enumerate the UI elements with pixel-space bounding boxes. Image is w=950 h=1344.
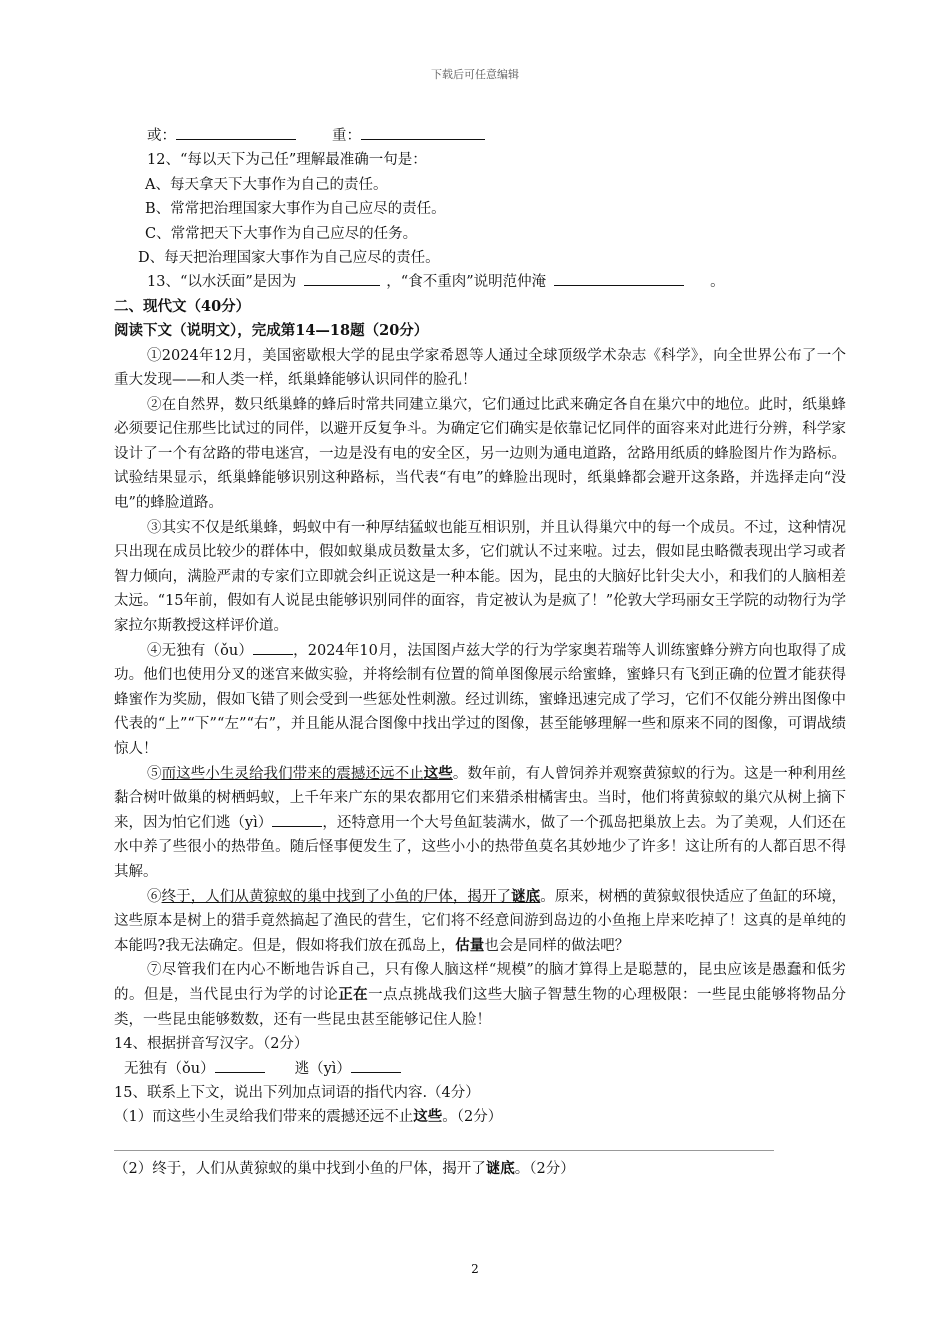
p6-dotted-word: 谜底 [511, 887, 541, 905]
p7-body-a: ⑦尽管我们在内心不断地告诉自己，只有像人脑这样“规模”的脑才算得上是聪慧的，昆虫应该是愚蠢和低劣的。但是，当代昆虫行为学的讨论 [114, 962, 846, 1003]
p6-number: ⑥ [147, 888, 162, 905]
q14-blank-1[interactable] [215, 1058, 265, 1073]
passage-paragraph-6 [114, 885, 846, 959]
p5-period: 。 [452, 765, 468, 782]
section-2-title: 二、现代文（40分） [114, 297, 251, 315]
q15-sub-2-points: 。（2分） [514, 1160, 575, 1177]
q15-sub-2-word: 谜底 [485, 1159, 515, 1177]
p5-blank[interactable] [272, 812, 322, 827]
passage-paragraph-3: ③其实不仅是纸巢蜂，蚂蚁中有一种厚结猛蚁也能互相识别，并且认得巢穴中的每一个成员。不过，这种情况只出现在成员比较少的群体中，假如蚁巢成员数量太多，它们就认不过来啦。过去，假如昆虫略微表现出学习或者智力倾向，满脸严肃的专家们立即就会纠正说这是一种本能。因为，昆虫的大脑好比针尖大小，和我们的人脑相差太远。“15年前，假如有人说昆虫能够识别同伴的面容，肯定被认为是疯了！”伦敦大学玛丽女王学院的动物行为学家拉尔斯教授这样评价道。 [114, 519, 846, 635]
passage-paragraph-7 [114, 958, 846, 1032]
passage-paragraph-5 [114, 762, 846, 885]
q11-label-1: 或： [147, 128, 176, 144]
page-number: 2 [471, 1262, 479, 1276]
q12-option-d: D、每天把治理国家大事作为自己应尽的责任。 [138, 249, 440, 266]
q11-blank-2[interactable] [361, 125, 485, 140]
p7-dotted-word: 正在 [338, 985, 369, 1003]
page-header: 下载后可任意编辑 [431, 68, 519, 81]
q11-label-2: 重： [332, 128, 361, 144]
p7-body-b: 一点点挑战我们这些大脑子智慧生物的心理极限：一些昆虫能够将物品分类，一些昆虫能够数数，还有一些昆虫甚至能够记住人脸！ [114, 986, 847, 1028]
p5-underlined-sentence: 而这些小生灵给我们带来的震撼还远不止 [161, 765, 424, 782]
p6-underlined-sentence: 终于，人们从黄猄蚁的巢中找到了小鱼的尸体，揭开了 [161, 888, 512, 905]
p6-dotted-word-2: 估量 [455, 936, 485, 954]
p5-body-a: 数年前，有人曾饲养并观察黄猄蚁的行为。这是一种利用丝黏合树叶做巢的树栖蚂蚁，上千年来广东的果农都用它们来猎杀柑橘害虫。当时，他们将黄猄蚁的巢穴从树上摘下来，因为怕它们逃（yì） [114, 765, 847, 831]
q15-sub-1-text: （1）而这些小生灵给我们带来的震撼还远不止 [114, 1109, 414, 1126]
q12-option-a: A、每天拿天下大事作为自己的责任。 [145, 176, 388, 193]
q11-blank-1[interactable] [176, 125, 296, 140]
q15-stem: 15、联系上下文，说出下列加点词语的指代内容.（4分） [114, 1084, 480, 1101]
p5-number: ⑤ [147, 765, 162, 782]
q15-sub-2-text: （2）终于，人们从黄猄蚁的巢中找到小鱼的尸体，揭开了 [114, 1160, 486, 1177]
q13-part-1: 13、“以水沃面”是因为 [147, 274, 297, 291]
q13-line [114, 270, 846, 294]
p4-body: ，2024年10月，法国图卢兹大学的行为学家奥若瑞等人训练蜜蜂分辨方向也取得了成功。他们也使用分叉的迷宫来做实验，并将绘制有位置的简单图像展示给蜜蜂，蜜蜂只有飞到正确的位置才能获得蜂蜜作为奖励，假如飞错了则会受到一些惩处性刺激。经过训练，蜜蜂迅速完成了学习，它们不仅能分辨出图像中代表的“上”“下”“左”“右”，并且能从混合图像中找出学过的图像，甚至能够理解一些和原来不同的图像，可谓战绩惊人！ [114, 642, 846, 758]
q15-sub-1-points: 。（2分） [442, 1109, 503, 1126]
p5-dotted-word: 这些 [423, 764, 453, 782]
q14-blank-2[interactable] [351, 1058, 401, 1073]
q14-item-1: 无独有（ǒu） [124, 1060, 215, 1077]
p4-lead: ④无独有（ǒu） [147, 642, 253, 659]
q14-item-2: 逃（yì） [294, 1060, 351, 1077]
q14-items [114, 1057, 846, 1081]
p6-period: 。 [540, 888, 555, 905]
q15-sub-1-word: 这些 [413, 1108, 443, 1126]
answer-rule[interactable] [114, 1150, 774, 1151]
passage-paragraph-4 [114, 639, 846, 762]
q15-sub-1 [114, 1105, 846, 1129]
q14-stem: 14、根据拼音写汉字。（2分） [114, 1036, 309, 1053]
q12-stem: 12、“每以天下为己任”理解最准确一句是： [147, 152, 427, 169]
p5-body-b: ，还特意用一个大号鱼缸装满水，做了一个孤岛把巢放上去。为了美观，人们还在水中养了些很小的热带鱼。随后怪事便发生了，这些小小的热带鱼莫名其妙地少了许多！这让所有的人都百思不得其解。 [114, 814, 846, 880]
exam-content [114, 124, 846, 1181]
p6-body-b: 也会是同样的做法吧？ [484, 937, 630, 954]
p4-blank[interactable] [253, 640, 293, 655]
q12-option-b: B、常常把治理国家大事作为自己应尽的责任。 [145, 201, 446, 218]
q15-sub-2 [114, 1157, 846, 1181]
q13-part-3: 。 [710, 274, 725, 291]
q11-answer-line [114, 124, 846, 148]
q13-part-2: ，“食不重肉”说明范仲淹 [386, 274, 547, 291]
passage-paragraph-2: ②在自然界，数只纸巢蜂的蜂后时常共同建立巢穴，它们通过比武来确定各自在巢穴中的地位。此时，纸巢蜂必须要记住那些比试过的同伴，以避开反复争斗。为确定它们确实是依靠记忆同伴的面容来对此进行分辨，科学家设计了一个有岔路的带电迷宫，一边是没有电的安全区，另一边则为通电道路，岔路用纸质的蜂脸图片作为路标。试验结果显示，纸巢蜂能够识别这种路标，当代表“有电”的蜂脸出现时，纸巢蜂都会避开这条路，并选择走向“没电”的蜂脸道路。 [114, 396, 846, 512]
p6-body-a: 原来，树栖的黄猄蚁很快适应了鱼缸的环境，这些原本是树上的猎手竟然搞起了渔民的营生，它们将不经意间游到岛边的小鱼拖上岸来吃掉了！这真的是单纯的本能吗?我无法确定。但是，假如将我们放在孤岛上， [114, 888, 847, 954]
q13-blank-1[interactable] [304, 271, 380, 286]
q13-blank-2[interactable] [554, 271, 684, 286]
reading-instruction: 阅读下文（说明文），完成第14—18题（20分） [114, 322, 429, 340]
passage-paragraph-1: ①2024年12月，美国密歇根大学的昆虫学家希恩等人通过全球顶级学术杂志《科学》，向全世界公布了一个重大发现——和人类一样，纸巢蜂能够认识同伴的脸孔！ [114, 347, 846, 389]
q12-option-c: C、常常把天下大事作为自己应尽的任务。 [145, 225, 418, 242]
